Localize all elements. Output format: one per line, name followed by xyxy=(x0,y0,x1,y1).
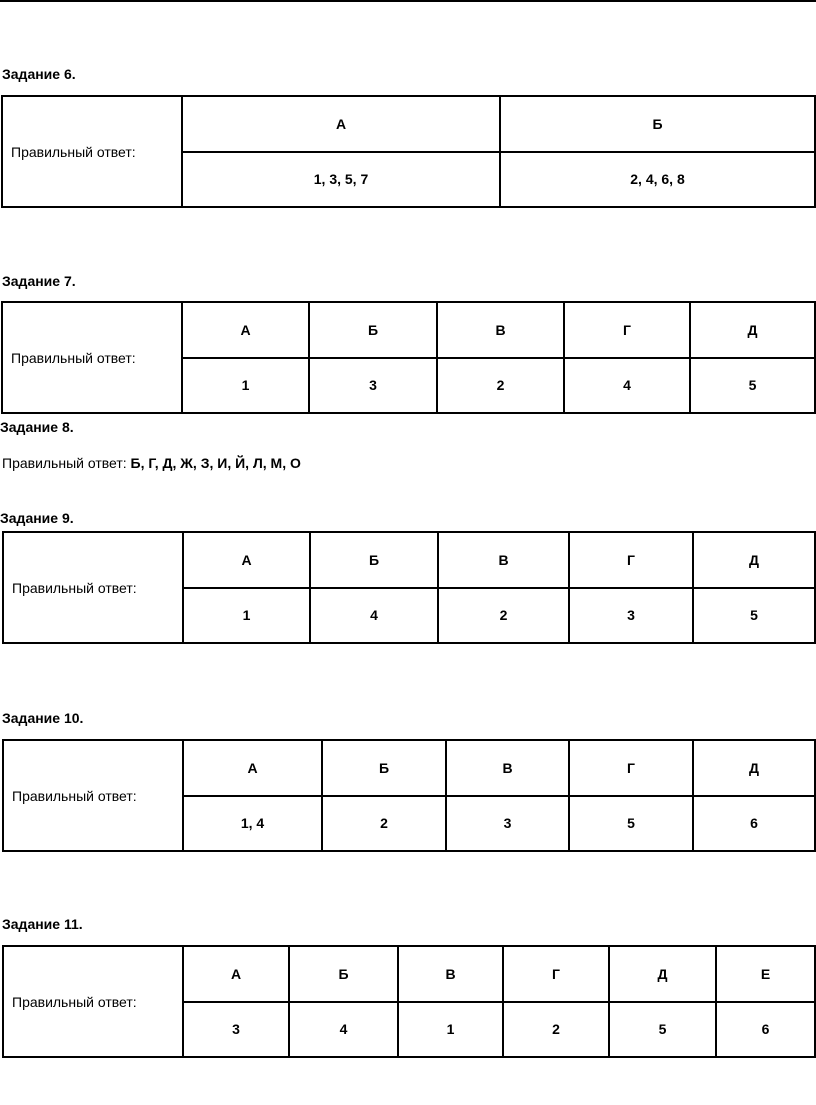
answer-cell: 4 xyxy=(289,1002,398,1058)
task-8-heading: Задание 8. xyxy=(0,419,74,435)
answer-cell: 3 xyxy=(183,1002,289,1058)
task-11-answer-table xyxy=(2,945,816,1058)
answer-cell: 3 xyxy=(569,588,693,644)
letter-cell: Г xyxy=(503,946,609,1002)
answer-label: Правильный ответ: xyxy=(2,96,182,207)
answer-cell: 1 xyxy=(398,1002,503,1058)
letter-cell: Д xyxy=(609,946,716,1002)
answer-cell: 3 xyxy=(309,358,437,414)
letter-cell: Б xyxy=(322,740,446,796)
letter-cell: В xyxy=(446,740,569,796)
answer-cell: 2, 4, 6, 8 xyxy=(500,152,815,208)
letter-cell: А xyxy=(183,532,310,588)
answer-cell: 5 xyxy=(690,358,815,414)
task-10-heading: Задание 10. xyxy=(2,710,84,726)
letter-cell: Б xyxy=(289,946,398,1002)
task-7-heading: Задание 7. xyxy=(2,273,76,289)
answer-cell: 3 xyxy=(446,796,569,852)
task-7-answer-table xyxy=(1,301,816,414)
letter-cell: А xyxy=(182,96,500,152)
answer-cell: 2 xyxy=(322,796,446,852)
letter-cell: Е xyxy=(716,946,815,1002)
task-9-answer-table xyxy=(2,531,816,644)
answer-label: Правильный ответ: xyxy=(3,740,183,851)
answer-cell: 1, 4 xyxy=(183,796,322,852)
answer-cell: 6 xyxy=(693,796,815,852)
answer-cell: 1 xyxy=(183,588,310,644)
answer-cell: 2 xyxy=(437,358,564,414)
letter-cell: Б xyxy=(310,532,438,588)
task-6-answer-table xyxy=(1,95,816,208)
task-8-answer-value: Б, Г, Д, Ж, З, И, Й, Л, М, О xyxy=(130,455,301,471)
task-11-heading: Задание 11. xyxy=(2,916,83,932)
letter-cell: А xyxy=(182,302,309,358)
top-rule xyxy=(0,0,816,2)
letter-cell: Г xyxy=(569,532,693,588)
answer-label: Правильный ответ: xyxy=(2,455,127,471)
answer-cell: 1 xyxy=(182,358,309,414)
letter-cell: В xyxy=(398,946,503,1002)
answer-cell: 6 xyxy=(716,1002,815,1058)
letter-cell: А xyxy=(183,740,322,796)
task-9-heading: Задание 9. xyxy=(0,510,74,526)
letter-cell: В xyxy=(438,532,569,588)
task-10-answer-table xyxy=(2,739,816,852)
letter-cell: Д xyxy=(693,740,815,796)
letter-cell: Г xyxy=(569,740,693,796)
answer-cell: 5 xyxy=(569,796,693,852)
answer-cell: 5 xyxy=(609,1002,716,1058)
letter-cell: Г xyxy=(564,302,690,358)
answer-cell: 4 xyxy=(564,358,690,414)
letter-cell: Б xyxy=(500,96,815,152)
answer-cell: 1, 3, 5, 7 xyxy=(182,152,500,208)
answer-cell: 5 xyxy=(693,588,815,644)
task-8-answer-line xyxy=(2,455,301,471)
answer-cell: 2 xyxy=(503,1002,609,1058)
letter-cell: А xyxy=(183,946,289,1002)
task-6-heading: Задание 6. xyxy=(2,66,76,82)
letter-cell: В xyxy=(437,302,564,358)
answer-cell: 4 xyxy=(310,588,438,644)
letter-cell: Д xyxy=(690,302,815,358)
letter-cell: Д xyxy=(693,532,815,588)
answer-label: Правильный ответ: xyxy=(2,302,182,413)
answer-label: Правильный ответ: xyxy=(3,532,183,643)
letter-cell: Б xyxy=(309,302,437,358)
answer-cell: 2 xyxy=(438,588,569,644)
answer-label: Правильный ответ: xyxy=(3,946,183,1057)
